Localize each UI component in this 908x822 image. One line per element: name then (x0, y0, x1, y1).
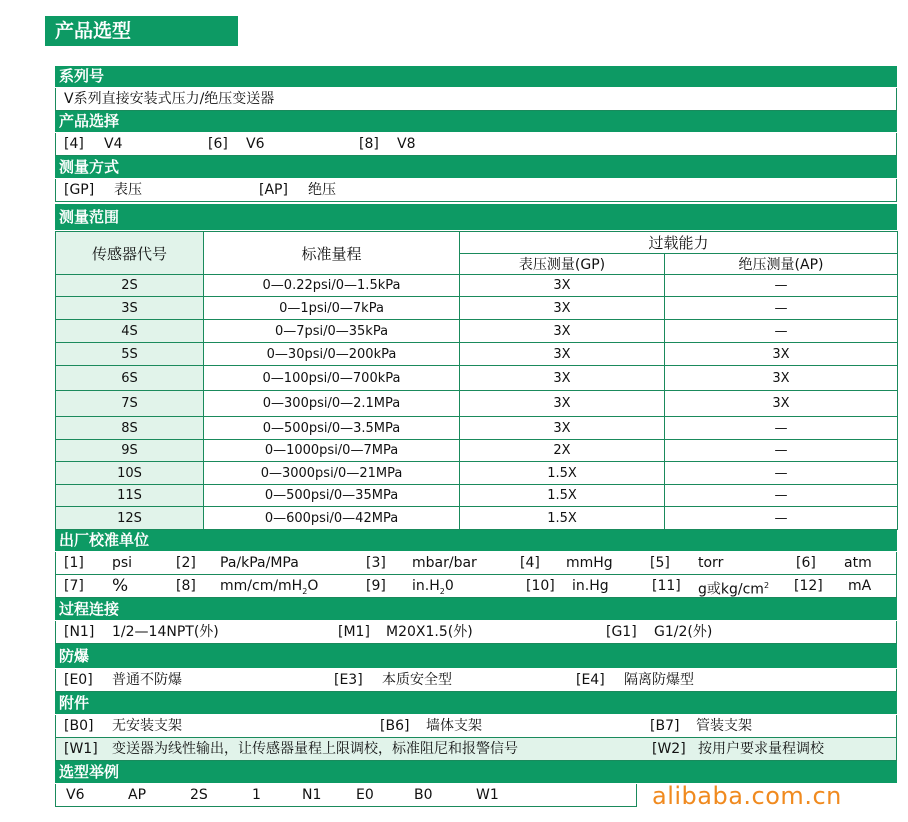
unit-code: [11] (652, 578, 681, 594)
table-row (56, 485, 898, 507)
gp-value: 3X (460, 320, 665, 343)
acc-code: [W1] (64, 741, 98, 757)
series-value: V系列直接安装式压力/绝压变送器 (64, 91, 275, 107)
product-code-v8: [8] (359, 136, 379, 152)
ex-label: 隔离防爆型 (624, 672, 694, 688)
ap-value: 3X (665, 366, 898, 391)
example-item: 2S (190, 787, 208, 803)
example-item: AP (128, 787, 147, 803)
accessory-header: 附件 (55, 692, 897, 715)
unit-label: torr (698, 555, 724, 571)
sensor-code: 5S (56, 343, 204, 366)
unit-label: Pa/kPa/MPa (220, 555, 299, 571)
gp-value: 3X (460, 275, 665, 297)
series-row (55, 88, 897, 111)
units-row-2 (55, 575, 897, 598)
ap-value: — (665, 507, 898, 530)
conn-code: [M1] (338, 624, 370, 640)
table-row (56, 391, 898, 417)
unit-code: [5] (650, 555, 670, 571)
table-row (56, 366, 898, 391)
sensor-code: 6S (56, 366, 204, 391)
ex-code: [E3] (334, 672, 363, 688)
sensor-code: 2S (56, 275, 204, 297)
unit-code: [2] (176, 555, 196, 571)
connection-header: 过程连接 (55, 598, 897, 621)
range-value: 0—1psi/0—7kPa (204, 297, 460, 320)
range-value: 0—7psi/0—35kPa (204, 320, 460, 343)
method-label-gp: 表压 (114, 182, 142, 198)
ap-value: — (665, 297, 898, 320)
conn-code: [N1] (64, 624, 95, 640)
table-row (56, 343, 898, 366)
table-row (56, 507, 898, 530)
table-row (56, 462, 898, 485)
unit-label: $mm/cm/mH_2O$ (220, 578, 319, 596)
gp-value: 3X (460, 297, 665, 320)
method-label-ap: 绝压 (308, 182, 336, 198)
table-row (56, 275, 898, 297)
unit-code: [3] (366, 555, 386, 571)
ap-value: — (665, 275, 898, 297)
selection-document (55, 66, 897, 807)
example-item: B0 (414, 787, 433, 803)
product-header: 产品选择 (55, 111, 897, 133)
method-row (55, 179, 897, 202)
ap-value: 3X (665, 391, 898, 417)
col-overload-header: 过载能力 (460, 232, 898, 254)
conn-label: M20X1.5(外) (386, 624, 473, 640)
acc-label: 管装支架 (696, 718, 752, 734)
acc-code: [B7] (650, 718, 680, 734)
table-row (56, 320, 898, 343)
explosion-header: 防爆 (55, 644, 897, 669)
accessory-row-1 (55, 715, 897, 738)
col-sensor-header: 传感器代号 (56, 232, 204, 275)
range-value: 0—0.22psi/0—1.5kPa (204, 275, 460, 297)
sensor-code: 3S (56, 297, 204, 320)
method-header: 测量方式 (55, 156, 897, 179)
example-header: 选型举例 (55, 761, 897, 784)
sensor-code: 7S (56, 391, 204, 417)
ap-value: — (665, 417, 898, 440)
unit-label: % (112, 576, 129, 596)
ex-code: [E4] (576, 672, 605, 688)
gp-value: 3X (460, 343, 665, 366)
example-row (55, 784, 637, 807)
col-gp-header: 表压测量(GP) (460, 254, 665, 275)
range-value: 0—100psi/0—700kPa (204, 366, 460, 391)
table-row (56, 297, 898, 320)
unit-code: [1] (64, 555, 84, 571)
unit-code: [8] (176, 578, 196, 594)
unit-code: [10] (526, 578, 555, 594)
range-table (55, 231, 898, 530)
gp-value: 1.5X (460, 485, 665, 507)
range-value: 0—3000psi/0—21MPa (204, 462, 460, 485)
series-header: 系列号 (55, 66, 897, 88)
acc-label: 无安装支架 (112, 718, 182, 734)
acc-label: 墙体支架 (426, 718, 482, 734)
units-row-1 (55, 552, 897, 575)
unit-label: in.Hg (572, 578, 609, 594)
col-ap-header: 绝压测量(AP) (665, 254, 898, 275)
product-row (55, 133, 897, 156)
gp-value: 3X (460, 417, 665, 440)
ap-value: — (665, 485, 898, 507)
units-header: 出厂校准单位 (55, 530, 897, 552)
ap-value: 3X (665, 343, 898, 366)
conn-code: [G1] (606, 624, 637, 640)
range-value: 0—1000psi/0—7MPa (204, 440, 460, 462)
table-row (56, 440, 898, 462)
unit-code: [4] (520, 555, 540, 571)
ex-label: 本质安全型 (382, 672, 452, 688)
ex-label: 普通不防爆 (112, 672, 182, 688)
conn-label: G1/2(外) (654, 624, 713, 640)
sensor-code: 9S (56, 440, 204, 462)
acc-code: [W2] (652, 741, 686, 757)
unit-label: mmHg (566, 555, 613, 571)
acc-label: 变送器为线性输出，让传感器量程上限调校，标准阻尼和报警信号 (112, 741, 518, 757)
range-value: 0—300psi/0—2.1MPa (204, 391, 460, 417)
product-label-v8: V8 (397, 136, 416, 152)
ap-value: — (665, 320, 898, 343)
product-code-v4: [4] (64, 136, 84, 152)
explosion-row (55, 669, 897, 692)
gp-value: 1.5X (460, 462, 665, 485)
range-value: 0—500psi/0—35MPa (204, 485, 460, 507)
range-value: 0—500psi/0—3.5MPa (204, 417, 460, 440)
unit-label: psi (112, 555, 133, 571)
product-label-v6: V6 (246, 136, 265, 152)
example-item: E0 (356, 787, 374, 803)
conn-label: 1/2—14NPT(外) (112, 624, 219, 640)
unit-label: mA (848, 578, 872, 594)
product-code-v6: [6] (208, 136, 228, 152)
example-item: V6 (66, 787, 85, 803)
unit-label: $in.H_20$ (412, 578, 454, 596)
unit-label: g或$kg/cm^2$ (698, 581, 770, 598)
sensor-code: 10S (56, 462, 204, 485)
acc-code: [B6] (380, 718, 410, 734)
example-item: N1 (302, 787, 322, 803)
ap-value: — (665, 440, 898, 462)
ap-value: — (665, 462, 898, 485)
product-label-v4: V4 (104, 136, 123, 152)
unit-code: [7] (64, 578, 84, 594)
accessory-row-2 (55, 738, 897, 761)
sensor-code: 11S (56, 485, 204, 507)
gp-value: 2X (460, 440, 665, 462)
unit-code: [12] (794, 578, 823, 594)
unit-code: [6] (796, 555, 816, 571)
unit-code: [9] (366, 578, 386, 594)
range-value: 0—600psi/0—42MPa (204, 507, 460, 530)
ex-code: [E0] (64, 672, 93, 688)
watermark: alibaba.com.cn (652, 782, 842, 810)
unit-label: mbar/bar (412, 555, 477, 571)
sensor-code: 4S (56, 320, 204, 343)
range-value: 0—30psi/0—200kPa (204, 343, 460, 366)
sensor-code: 8S (56, 417, 204, 440)
method-code-ap: [AP] (259, 182, 288, 198)
table-row (56, 417, 898, 440)
gp-value: 3X (460, 391, 665, 417)
method-code-gp: [GP] (64, 182, 95, 198)
col-range-header: 标准量程 (204, 232, 460, 275)
range-header: 测量范围 (55, 204, 897, 231)
gp-value: 3X (460, 366, 665, 391)
example-item: 1 (252, 787, 261, 803)
unit-label: atm (844, 555, 872, 571)
example-item: W1 (476, 787, 499, 803)
gp-value: 1.5X (460, 507, 665, 530)
sensor-code: 12S (56, 507, 204, 530)
acc-label: 按用户要求量程调校 (698, 741, 824, 757)
connection-row (55, 621, 897, 644)
acc-code: [B0] (64, 718, 94, 734)
page-title: 产品选型 (45, 16, 238, 46)
